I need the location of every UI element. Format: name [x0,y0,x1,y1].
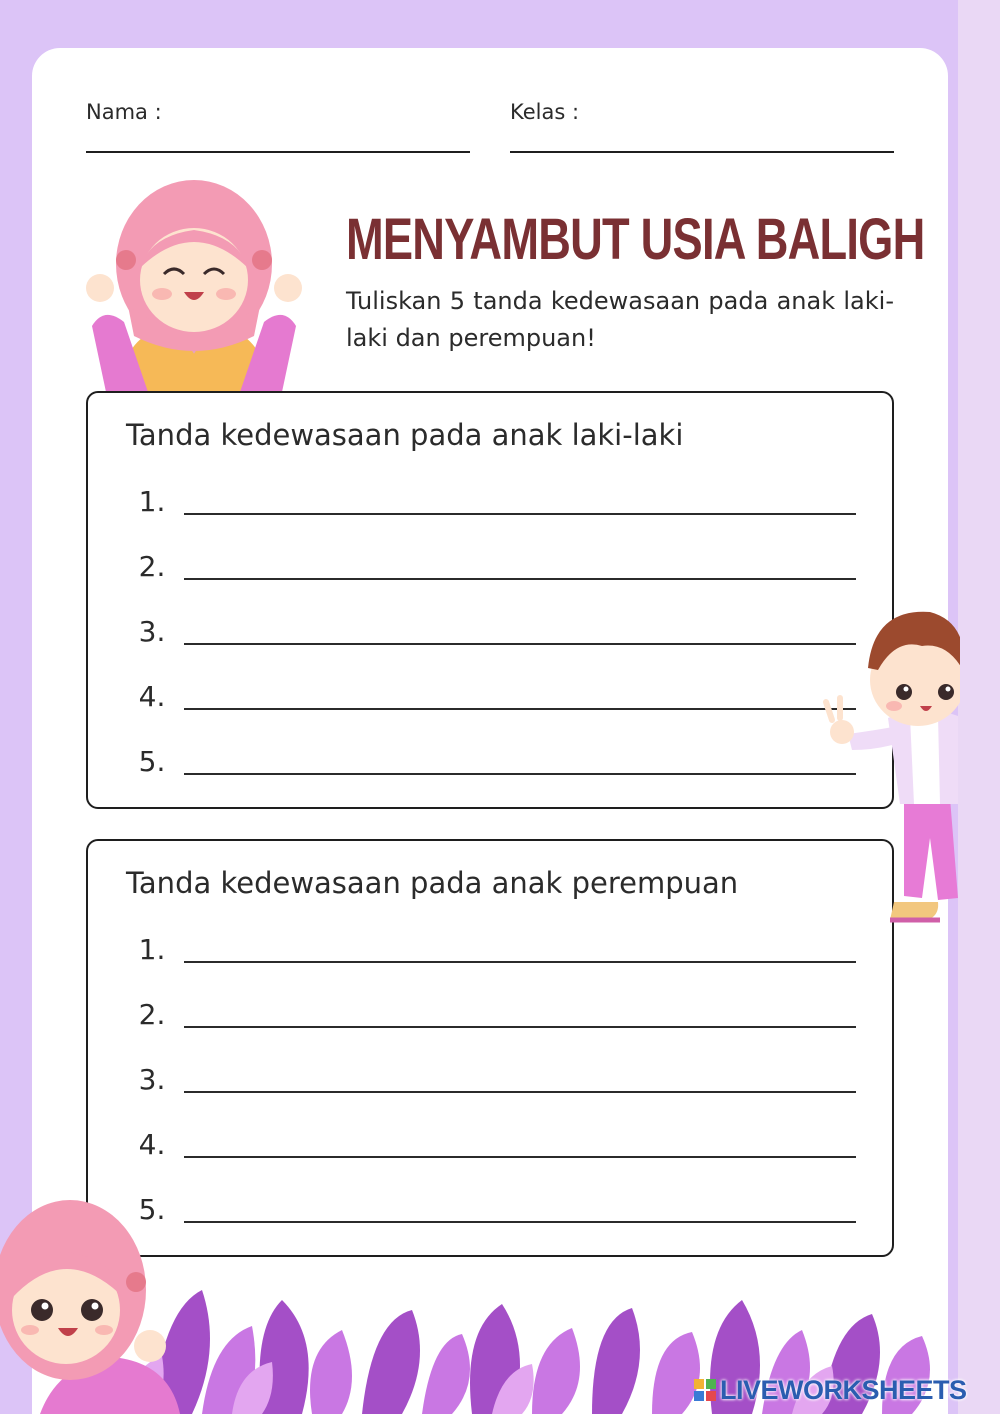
answer-row [132,745,862,785]
answer-row [132,1128,862,1168]
liveworksheets-logo-icon [694,1379,716,1401]
name-label: Nama : [86,100,162,124]
item-number: 5. [138,1193,166,1226]
answer-row [132,1193,862,1233]
answer-row [132,998,862,1038]
answer-line[interactable] [184,643,856,645]
section-title: Tanda kedewasaan pada anak laki-laki [126,418,684,452]
item-number: 3. [138,1063,166,1096]
answer-line[interactable] [184,578,856,580]
boys-section-box [86,391,894,809]
item-number: 2. [138,550,166,583]
boy-illustration [818,598,960,930]
answer-line[interactable] [184,513,856,515]
class-label: Kelas : [510,100,580,124]
answer-row [132,485,862,525]
answer-line[interactable] [184,1091,856,1093]
section-title: Tanda kedewasaan pada anak perempuan [126,866,739,900]
name-field[interactable] [86,151,470,153]
item-number: 4. [138,1128,166,1161]
girl-hijab-illustration [78,176,310,392]
answer-row [132,680,862,720]
item-number: 4. [138,680,166,713]
worksheet-title: MENYAMBUT USIA BALIGH [346,207,925,272]
item-number: 3. [138,615,166,648]
class-field[interactable] [510,151,894,153]
answer-row [132,1063,862,1103]
answer-line[interactable] [184,1156,856,1158]
answer-line[interactable] [184,708,856,710]
worksheet-instruction: Tuliskan 5 tanda kedewasaan pada anak laki-laki dan perempuan! [346,287,894,352]
item-number: 1. [138,485,166,518]
answer-line[interactable] [184,773,856,775]
girls-section-box [86,839,894,1257]
answer-row [132,550,862,590]
answer-line[interactable] [184,961,856,963]
answer-line[interactable] [184,1221,856,1223]
answer-row [132,615,862,655]
girl-waving-illustration [0,1190,190,1414]
item-number: 5. [138,745,166,778]
answer-line[interactable] [184,1026,856,1028]
answer-row [132,933,862,973]
watermark-text: LIVEWORKSHEETS [720,1374,967,1405]
liveworksheets-watermark [694,1372,967,1408]
item-number: 2. [138,998,166,1031]
item-number: 1. [138,933,166,966]
right-edge-strip [958,0,1000,1414]
